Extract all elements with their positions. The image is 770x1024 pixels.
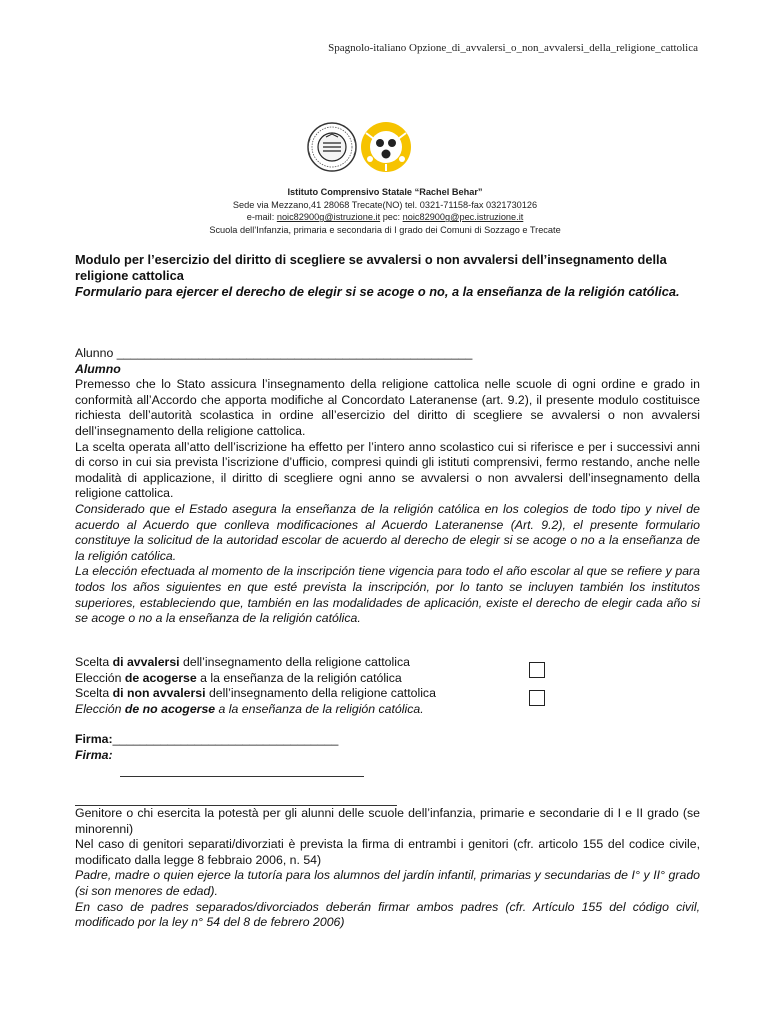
pec-link[interactable]: noic82900g@pec.istruzione.it <box>402 212 524 223</box>
choice-block <box>75 655 700 717</box>
alunno-field[interactable]: ____________________________________________________ <box>116 346 473 360</box>
choice-avvalersi-it: Scelta di avvalersi dell’insegnamento della religione cattolica <box>75 655 410 669</box>
pec-label: pec: <box>380 212 403 223</box>
alunno-label: Alunno <box>75 346 117 360</box>
paragraph-it-1: Premesso che lo Stato assicura l’insegnamento della religione cattolica nelle scuole di ogni ordine e grado in conformità all’Accordo che apporta modifiche al Concordato Lateranense (art. 9.2), il presente modulo costituisce richiesta dell’autorità scolastica in ordine all’esercizio del diritto di scegliere se avvalersi o non avvalersi dell’insegnamento della religione cattolica. <box>75 377 700 438</box>
choice-no-acogerse-es: Elección de no acogerse a la enseñanza de la religión católica. <box>75 701 424 716</box>
signature-line-it <box>75 731 338 747</box>
note-it-2: Nel caso di genitori separati/divorziati è prevista la firma di entrambi i genitori (cfr. articolo 155 del codice civile, modificato dalla legge 8 febbraio 2006, n. 54) <box>75 837 700 867</box>
note-es-2: En caso de padres separados/divorciados deberán firmar ambos padres (cfr. Artículo 155 del código civil, modificado por la ley n° 54 del 8 de febrero 2006) <box>75 899 700 930</box>
note-it-1: Genitore o chi esercita la potestà per gli alunni delle scuole dell’infanzia, primarie e secondarie di I e II grado (se minorenni) <box>75 806 700 836</box>
email-label: e-mail: <box>246 212 277 223</box>
form-title <box>75 252 700 300</box>
checkbox-avvalersi[interactable] <box>529 662 545 678</box>
paragraph-es-2: La elección efectuada al momento de la inscripción tiene vigencia para todo el año escolar al que se refiere y para todos los años siguientes en que esté prevista la inscripción, por lo tanto se incluyen también los institutos superiores, estableciendo que, también en las modalidades de aplicación, existe el derecho de elegir cada año si se acoge o no a la enseñanza de la religión católica. <box>75 564 700 626</box>
signature-field[interactable]: _________________________________ <box>112 732 339 746</box>
school-logos <box>302 118 412 176</box>
choice-non-avvalersi-it: Scelta di non avvalersi dell’insegnamento della religione cattolica <box>75 686 436 701</box>
alumno-label: Alumno <box>75 361 121 376</box>
second-signature-line[interactable] <box>120 776 364 777</box>
firma-label-es: Firma: <box>75 748 113 762</box>
footnotes <box>75 806 700 931</box>
signature-block <box>75 731 338 763</box>
school-name: Istituto Comprensivo Statale “Rachel Behar” <box>287 187 483 197</box>
alunno-line <box>75 346 700 362</box>
firma-label-it: Firma: <box>75 732 113 746</box>
note-es-1: Padre, madre o quien ejerce la tutoría para los alumnos del jardín infantil, primarias y secundarias de I° y II° grado (si son menores de edad). <box>75 868 700 898</box>
seal-logo-icon <box>302 118 412 176</box>
school-header <box>0 186 770 236</box>
paragraph-it-2: La scelta operata all’atto dell’iscrizione ha effetto per l’intero anno scolastico cui si riferisce e per i successivi anni di corso in cui sia prevista l’iscrizione d’ufficio, compresi quindi gli istituti comprensivi, fermo restando, anche nelle modalità di applicazione, il diritto di scegliere ogni anno se avvalersi o non avvalersi dell’insegnamento della religione cattolica. <box>75 439 700 501</box>
form-body <box>75 346 700 627</box>
document-filename: Spagnolo-italiano Opzione_di_avvalersi_o_non_avvalersi_della_religione_cattolica <box>328 42 698 54</box>
title-italian: Modulo per l’esercizio del diritto di scegliere se avvalersi o non avvalersi dell’insegnamento della religione cattolica <box>75 252 667 283</box>
title-spanish: Formulario para ejercer el derecho de elegir si se acoge o no, a la enseñanza de la religión católica. <box>75 284 680 299</box>
checkbox-non-avvalersi[interactable] <box>529 690 545 706</box>
school-address: Sede via Mezzano,41 28068 Trecate(NO) tel. 0321-71158-fax 0321730126 <box>232 199 538 210</box>
school-scope: Scuola dell’Infanzia, primaria e secondaria di I grado dei Comuni di Sozzago e Trecate <box>209 224 561 235</box>
email-link[interactable]: noic82900g@istruzione.it <box>276 212 381 223</box>
school-contacts <box>0 211 770 224</box>
paragraph-es-1: Considerado que el Estado asegura la enseñanza de la religión católica en los colegios de todo tipo y nivel de acuerdo al Acuerdo que conlleva modificaciones al Acuerdo Lateranense (Art. 9.2), el presente formulario constituye la solicitud de la autoridad escolar de acuerdo al derecho de elegir si se acoge o no a la enseñanza de la religión católica. <box>75 501 700 563</box>
choice-acogerse-es: Elección de acogerse a la enseñanza de la religión católica <box>75 670 402 685</box>
